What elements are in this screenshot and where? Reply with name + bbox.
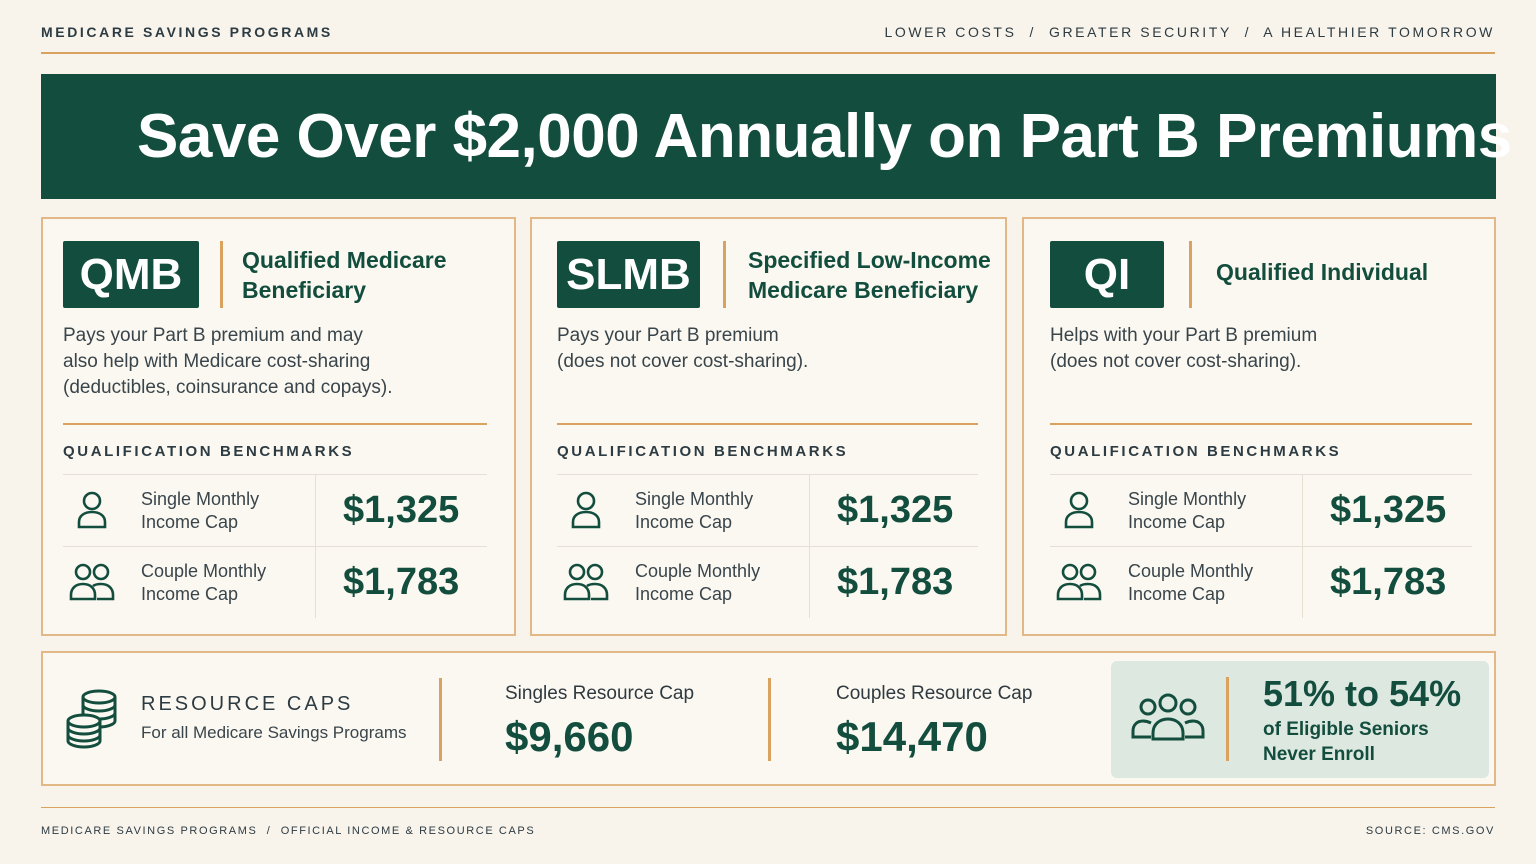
- column-divider: [315, 547, 316, 618]
- badge-divider: [1189, 241, 1192, 308]
- description-line: Pays your Part B premium and may: [63, 325, 363, 346]
- singles-resource-cap-value: $9,660: [505, 713, 634, 760]
- couple-income-row: [1050, 546, 1472, 618]
- benchmark-label: [1128, 560, 1298, 606]
- enrollment-stat-box: [1111, 661, 1489, 778]
- person-icon: [76, 490, 108, 530]
- banner-title: Save Over $2,000 Annually on Part B Premiums: [137, 102, 1512, 171]
- description-line: also help with Medicare cost-sharing: [63, 351, 371, 372]
- couple-income-row: [557, 546, 978, 618]
- badge-divider: [723, 241, 726, 308]
- program-name-line: Qualified Individual: [1216, 259, 1429, 285]
- description-line: Pays your Part B premium: [557, 325, 779, 346]
- label-line: Income Cap: [635, 511, 733, 532]
- benchmark-label: [141, 560, 311, 606]
- program-code-badge: QI: [1050, 241, 1164, 308]
- benchmark-label: [141, 488, 311, 534]
- hero-banner: [41, 74, 1512, 199]
- label-line: Income Cap: [141, 511, 239, 532]
- program-description: [557, 323, 808, 375]
- label-line: Couple Monthly: [141, 560, 267, 581]
- header-tagline: LOWER COSTS / GREATER SECURITY / A HEALTHIER TOMORROW: [884, 24, 1495, 40]
- singles-resource-cap: [505, 683, 694, 761]
- resource-divider: [439, 678, 442, 761]
- benchmark-label: [635, 488, 805, 534]
- couple-income-cap-value: $1,783: [343, 561, 460, 603]
- couples-resource-cap-value: $14,470: [836, 713, 988, 760]
- group-icon: [1131, 689, 1205, 749]
- couple-icon: [1056, 562, 1102, 602]
- column-divider: [809, 547, 810, 618]
- program-full-name: [748, 245, 991, 305]
- header-left-title: MEDICARE SAVINGS PROGRAMS: [41, 24, 333, 40]
- single-income-row: [557, 474, 978, 546]
- description-line: (deductibles, coinsurance and copays).: [63, 377, 393, 398]
- resource-caps-panel: [41, 651, 1496, 786]
- program-code-badge: SLMB: [557, 241, 700, 308]
- label-line: Single Monthly: [635, 488, 754, 509]
- label-line: Income Cap: [141, 583, 239, 604]
- program-card-slmb: [530, 217, 1007, 636]
- program-full-name: [242, 245, 447, 305]
- label-line: Income Cap: [1128, 583, 1226, 604]
- description-line: (does not cover cost-sharing).: [1050, 351, 1302, 372]
- program-description: [1050, 323, 1317, 375]
- label-line: Couple Monthly: [1128, 560, 1254, 581]
- program-code-badge: QMB: [63, 241, 199, 308]
- program-full-name: [1216, 257, 1428, 287]
- resource-caps-subtitle: For all Medicare Savings Programs: [141, 723, 407, 742]
- label-line: Income Cap: [635, 583, 733, 604]
- column-divider: [315, 475, 316, 546]
- single-income-row: [63, 474, 487, 546]
- column-divider: [809, 475, 810, 546]
- program-name-line: Qualified Medicare: [242, 247, 447, 273]
- couples-resource-cap: [836, 683, 1032, 761]
- singles-resource-cap-label: Singles Resource Cap: [505, 683, 695, 704]
- section-divider: [557, 423, 978, 425]
- benchmarks-heading: QUALIFICATION BENCHMARKS: [557, 443, 849, 460]
- column-divider: [1302, 547, 1303, 618]
- benchmark-rows: [63, 474, 487, 618]
- benchmark-rows: [557, 474, 978, 618]
- top-bar: [41, 24, 1495, 54]
- couple-icon: [563, 562, 609, 602]
- program-name-line: Beneficiary: [242, 277, 367, 303]
- couple-income-row: [63, 546, 487, 618]
- label-line: Single Monthly: [141, 488, 260, 509]
- label-line: Single Monthly: [1128, 488, 1247, 509]
- couple-income-cap-value: $1,783: [837, 561, 954, 603]
- column-divider: [1302, 475, 1303, 546]
- label-line: Income Cap: [1128, 511, 1226, 532]
- program-card-qi: [1022, 217, 1496, 636]
- couples-resource-cap-label: Couples Resource Cap: [836, 683, 1033, 704]
- label-line: Couple Monthly: [635, 560, 761, 581]
- benchmarks-heading: QUALIFICATION BENCHMARKS: [1050, 443, 1342, 460]
- badge-divider: [220, 241, 223, 308]
- single-income-cap-value: $1,325: [343, 489, 460, 531]
- program-name-line: Specified Low-Income: [748, 247, 991, 273]
- description-line: (does not cover cost-sharing).: [557, 351, 809, 372]
- program-name-line: Medicare Beneficiary: [748, 277, 979, 303]
- benchmarks-heading: QUALIFICATION BENCHMARKS: [63, 443, 355, 460]
- footer: [41, 807, 1495, 837]
- stat-divider: [1226, 677, 1229, 761]
- single-income-cap-value: $1,325: [837, 489, 954, 531]
- couple-icon: [69, 562, 115, 602]
- section-divider: [63, 423, 487, 425]
- footer-left: MEDICARE SAVINGS PROGRAMS / OFFICIAL INCOME & RESOURCE CAPS: [41, 825, 536, 837]
- coin-stack-icon: [63, 687, 121, 749]
- stat-label-line: Never Enroll: [1263, 744, 1375, 765]
- benchmark-rows: [1050, 474, 1472, 618]
- resource-caps-title: RESOURCE CAPS: [141, 693, 354, 715]
- couple-income-cap-value: $1,783: [1330, 561, 1447, 603]
- resource-divider: [768, 678, 771, 761]
- benchmark-label: [635, 560, 805, 606]
- stat-label-line: of Eligible Seniors: [1263, 719, 1429, 740]
- program-card-qmb: [41, 217, 516, 636]
- single-income-row: [1050, 474, 1472, 546]
- description-line: Helps with your Part B premium: [1050, 325, 1318, 346]
- enrollment-gap-percent: 51% to 54%: [1263, 673, 1462, 714]
- person-icon: [570, 490, 602, 530]
- section-divider: [1050, 423, 1472, 425]
- single-income-cap-value: $1,325: [1330, 489, 1447, 531]
- enrollment-gap-label: [1263, 717, 1429, 767]
- person-icon: [1063, 490, 1095, 530]
- program-description: [63, 323, 393, 401]
- benchmark-label: [1128, 488, 1298, 534]
- footer-source: SOURCE: CMS.GOV: [1365, 825, 1495, 837]
